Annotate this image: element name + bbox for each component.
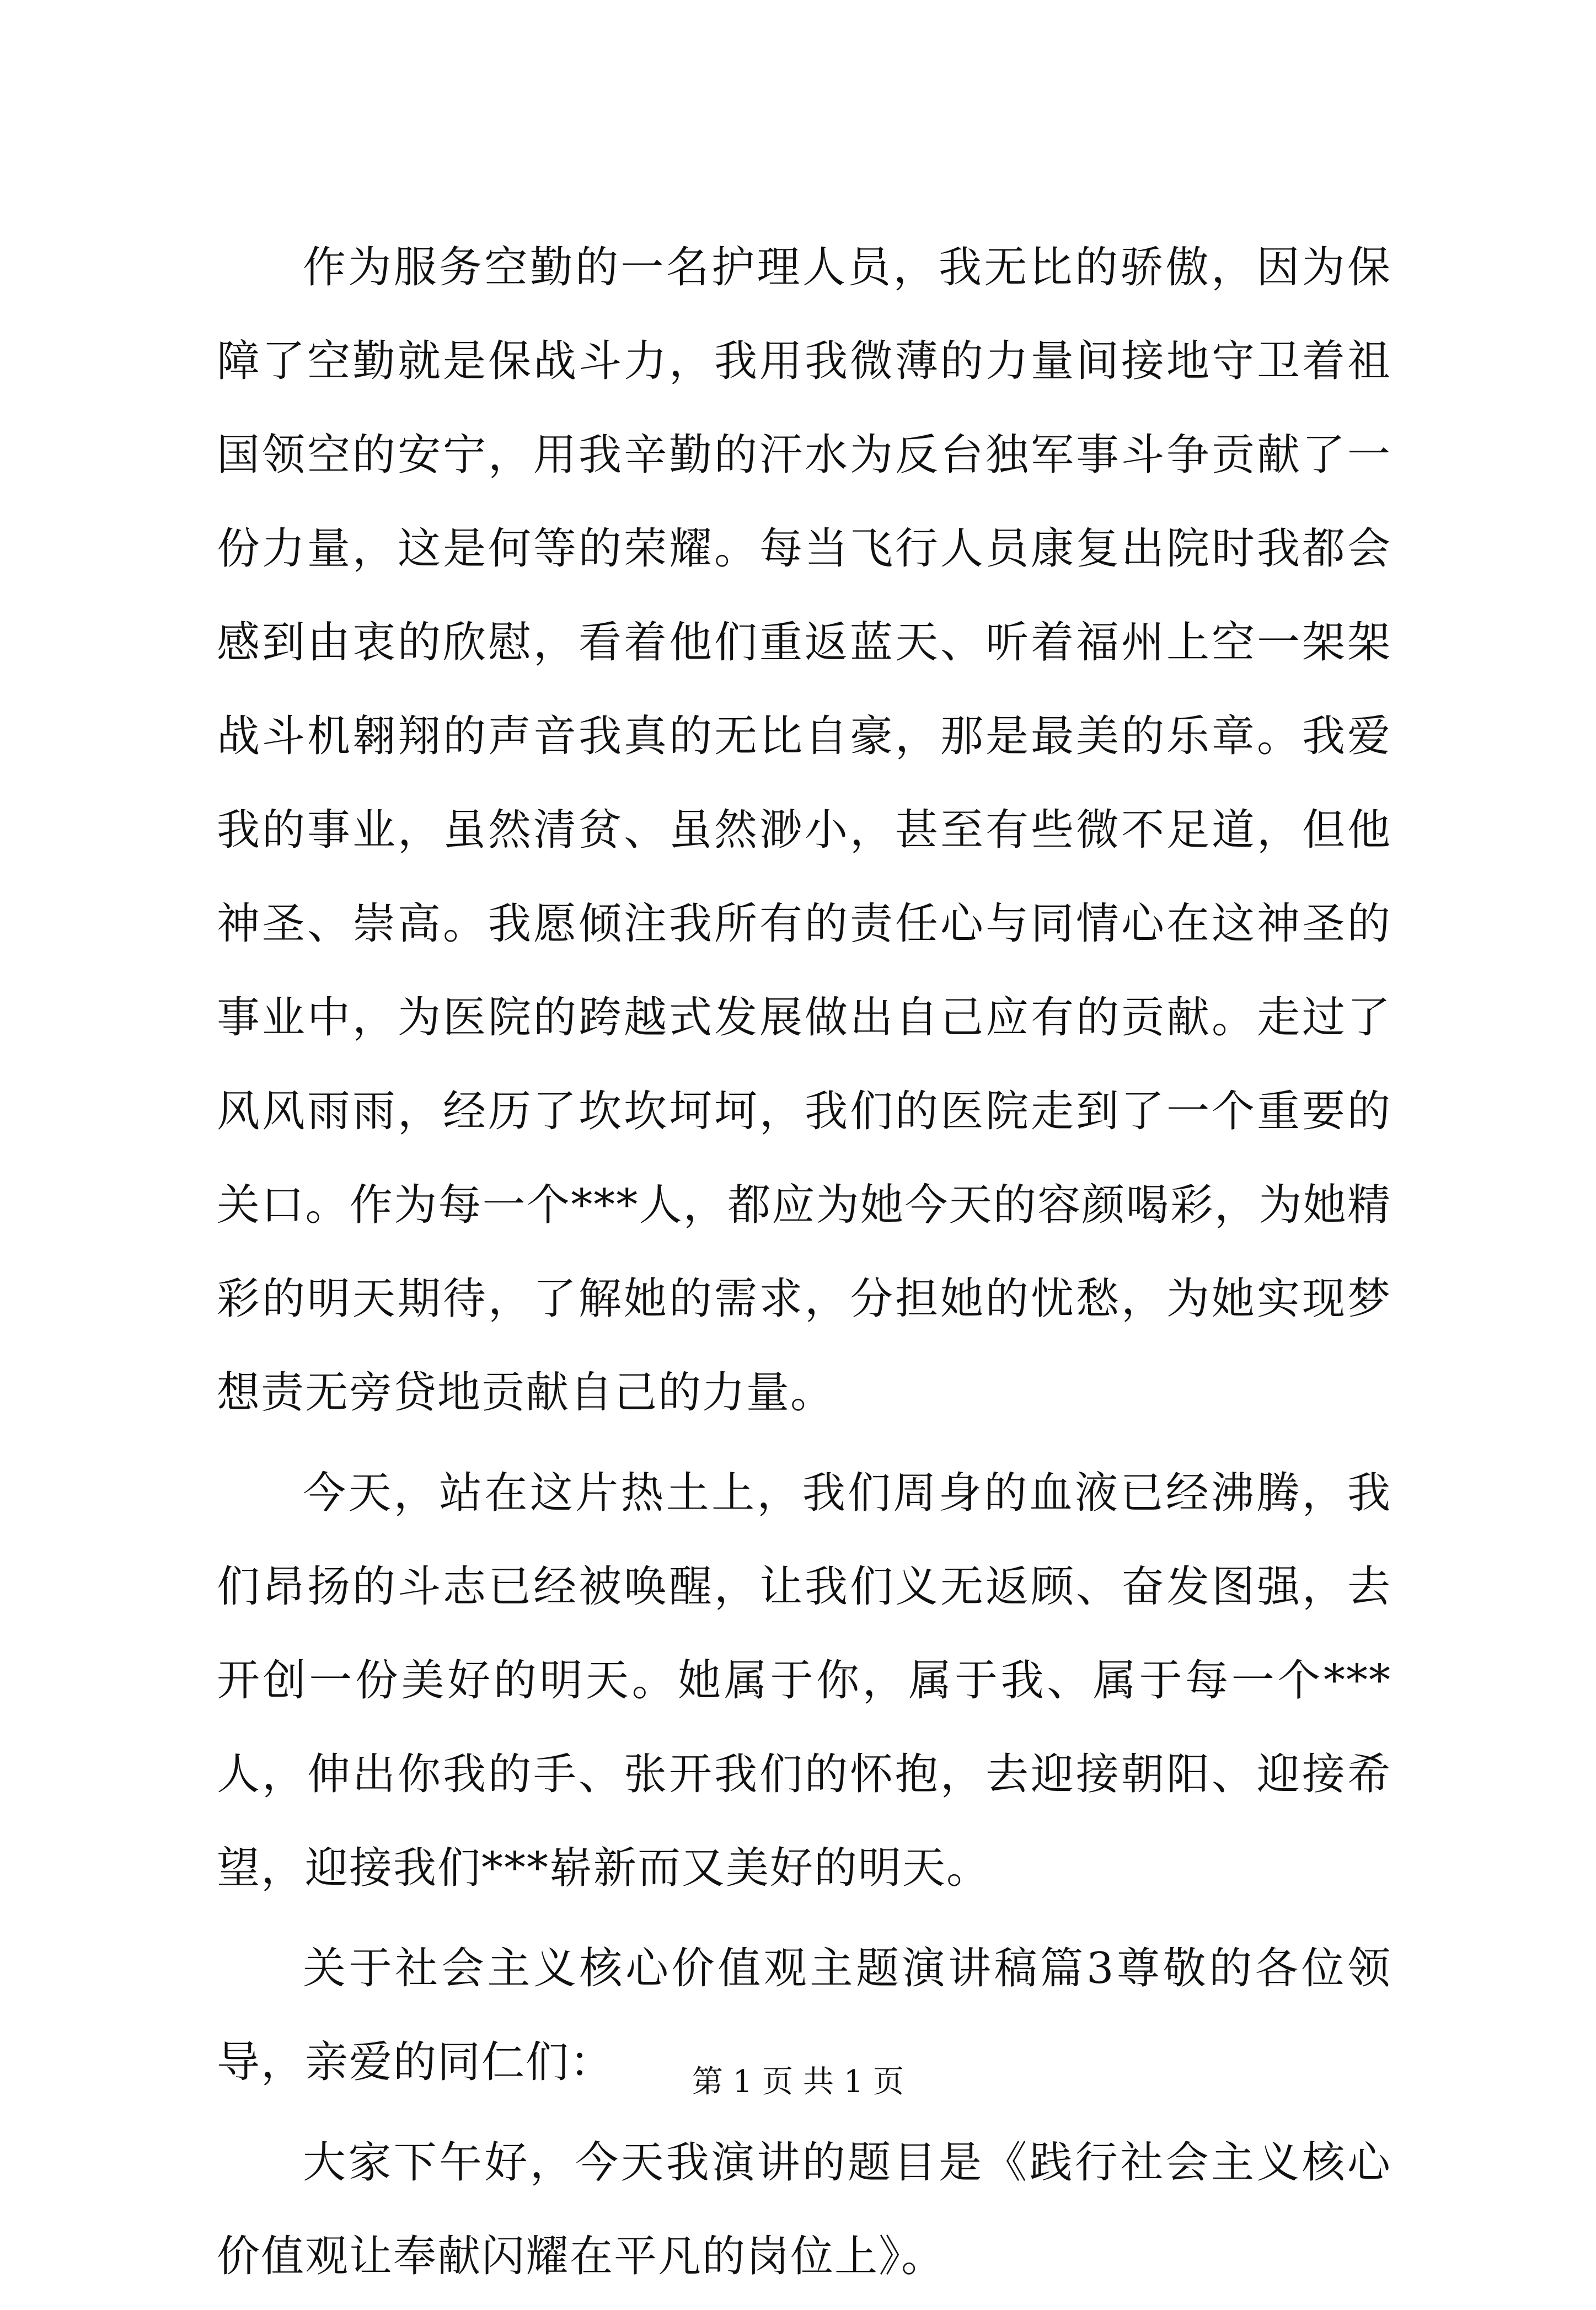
paragraph-1: 作为服务空勤的一名护理人员，我无比的骄傲，因为保障了空勤就是保战斗力，我用我微薄的力量间接地守卫着祖国领空的安宁，用我辛勤的汗水为反台独军事斗争贡献了一份力量，这是何等的荣耀。每当飞行人员康复出院时我都会感到由衷的欣慰，看着他们重返蓝天、听着福州上空一架架战斗机翱翔的声音我真的无比自豪，那是最美的乐章。我爱我的事业，虽然清贫、虽然渺小，甚至有些微不足道，但他神圣、崇高。我愿倾注我所有的责任心与同情心在这神圣的事业中，为医院的跨越式发展做出自己应有的贡献。走过了风风雨雨，经历了坎坎坷坷，我们的医院走到了一个重要的关口。作为每一个***人，都应为她今天的容颜喝彩，为她精彩的明天期待，了解她的需求，分担她的忧愁，为她实现梦想责无旁贷地贡献自己的力量。: [217, 243, 1391, 1418]
document-body: [217, 221, 1391, 2310]
paragraph-2: 今天，站在这片热土上，我们周身的血液已经沸腾，我们昂扬的斗志已经被唤醒，让我们义无返顾、奋发图强，去开创一份美好的明天。她属于你，属于我、属于每一个***人，伸出你我的手、张开我们的怀抱，去迎接朝阳、迎接希望，迎接我们***崭新而又美好的明天。: [217, 1468, 1391, 1893]
paragraph-3: 关于社会主义核心价值观主题演讲稿篇3尊敬的各位领导，亲爱的同仁们：: [217, 1944, 1391, 2087]
page-footer: 第 1 页 共 1 页: [692, 2064, 904, 2100]
paragraph-4: 大家下午好，今天我演讲的题目是《践行社会主义核心价值观让奉献闪耀在平凡的岗位上》。: [217, 2138, 1391, 2281]
